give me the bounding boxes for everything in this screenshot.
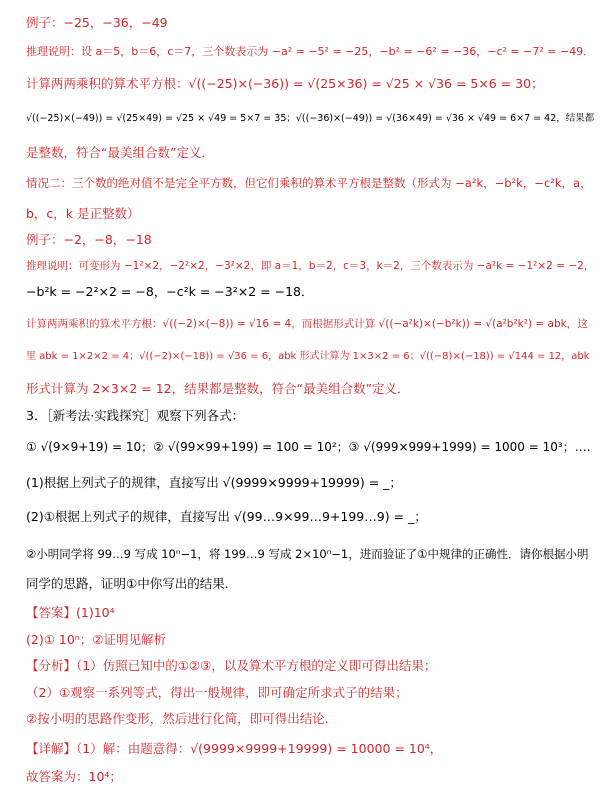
calc-line-4: 里 abk = 1×2×2 = 4；√((−2)×(−18)) = √36 = 6，abk 形式计算为 1×3×2 = 6；√((−8)×(−18)) = √144 = 12，abk [26,351,590,362]
question-3-part-2-1: (2)①根据上列式子的规律，直接写出 √(99…9×99…9+199…9) = _； [26,509,427,524]
conclusion-line-2: 形式计算为 2×3×2 = 12，结果都是整数，符合“最美组合数”定义． [26,381,410,396]
reasoning-line-3: −b²k = −2²×2 = −8，−c²k = −3²×2 = −18． [26,284,314,299]
conclusion-line-1: 是整数，符合“最美组合数”定义． [26,145,214,160]
reasoning-line-2: 推理说明：可变形为 −1²×2，−2²×2，−3²×2，即 a＝1，b＝2，c＝3，k＝2，三个数表示为 −a²k = −1²×2 = −2， [26,260,595,272]
example-line-2: 例子：−2，−8，−18 [26,232,152,247]
question-3-part-1: (1)根据上列式子的规律，直接写出 √(9999×9999+19999) = _； [26,475,402,490]
calc-line-3: 计算两两乘积的算术平方根：√((−2)×(−8)) = √16 = 4，而根据形式计算 √((−a²k)×(−b²k)) = √(a²b²k²) = abk，这 [26,318,588,330]
analysis-line-1: 【分析】（1）仿照已知中的①②③，以及算术平方根的定义即可得出结果； [26,658,437,673]
calc-line-1: 计算两两乘积的算术平方根：√((−25)×(−36)) = √(25×36) = √25 × √36 = 5×6 = 30； [26,76,544,91]
answer-line-2: (2)① 10ⁿ；②证明见解析 [26,632,166,647]
question-3-heading: 3．［新考法·实践探究］观察下列各式： [26,408,245,423]
solution-line-1: 【详解】（1）解：由题意得：√(9999×9999+19999) = 10000 = 10⁴， [26,741,443,756]
case-two-line-2: b，c，k 是正整数） [26,206,140,221]
case-two-line-1: 情况二：三个数的绝对值不是完全平方数，但它们乘积的算术平方根是整数（形式为 −a²k，−b²k，−c²k，a， [26,176,592,190]
example-line-1: 例子：−25，−36，−49 [26,15,168,30]
reasoning-line-1: 推理说明：设 a＝5，b＝6，c＝7，三个数表示为 −a² = −5² = −25，−b² = −6² = −36，−c² = −7² = −49． [26,45,595,58]
analysis-line-2: （2）①观察一系列等式，得出一般规律，即可确定所求式子的结果； [26,685,408,700]
question-3-examples: ① √(9×9+19) = 10；② √(99×99+199) = 100 = 10²；③ √(999×999+1999) = 1000 = 10³；…. [26,440,591,454]
calc-line-2: √((−25)×(−49)) = √(25×49) = √25 × √49 = 5×7 = 35；√((−36)×(−49)) = √(36×49) = √36 × √49 = 6×7 = 42，结果都 [26,113,595,124]
answer-line-1: 【答案】(1)10⁴ [26,605,115,620]
analysis-line-3: ②按小明的思路作变形，然后进行化简，即可得出结论． [26,711,338,726]
question-3-part-2-2-cont: 同学的思路，证明①中你写出的结果． [26,576,238,591]
question-3-part-2-2: ②小明同学将 99…9 写成 10ⁿ−1，将 199…9 写成 2×10ⁿ−1，进而验证了①中规律的正确性．请你根据小明 [26,547,589,561]
solution-line-2: 故答案为：10⁴； [26,769,122,784]
